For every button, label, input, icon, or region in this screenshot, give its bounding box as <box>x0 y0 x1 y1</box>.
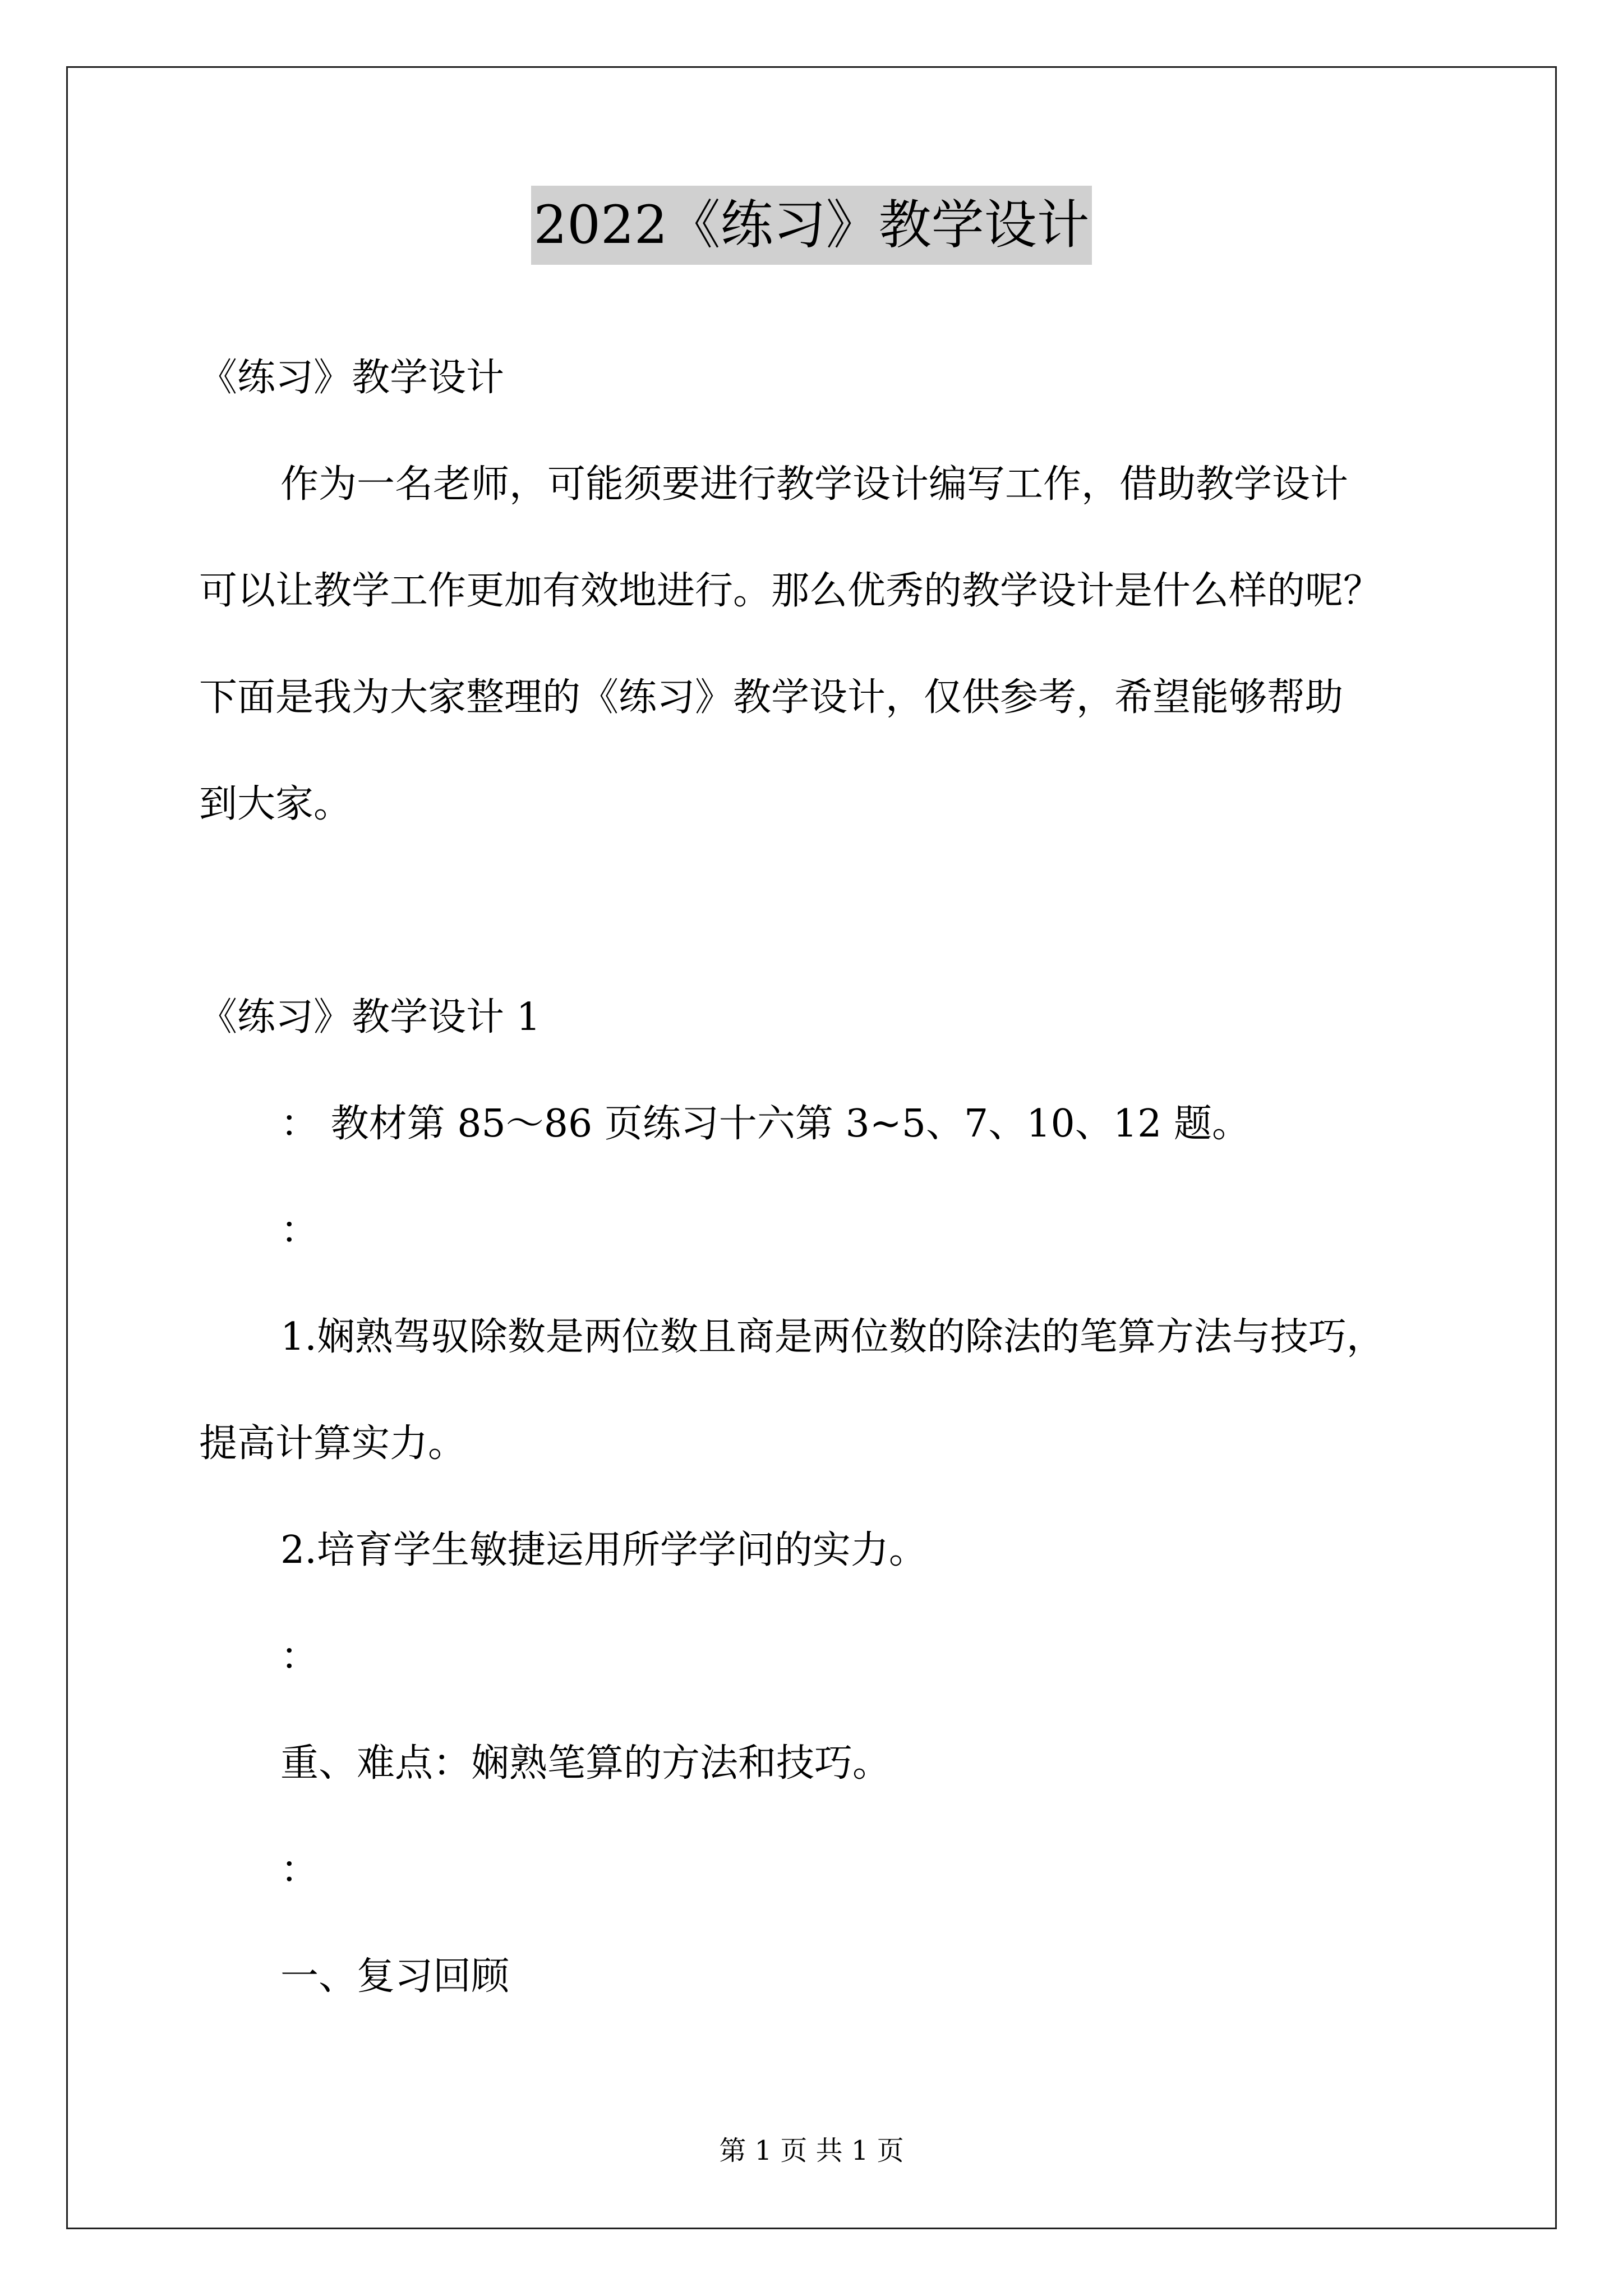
intro-line-4: 到大家。 <box>199 782 352 826</box>
section-heading: 《练习》教学设计 1 <box>199 995 541 1039</box>
body-line-5: 2.培育学生敏捷运用所学学问的实力。 <box>280 1528 927 1572</box>
body-line-2: ： <box>280 1208 319 1253</box>
intro-line-2: 可以让教学工作更加有效地进行。那么优秀的教学设计是什么样的呢？ <box>199 569 1382 613</box>
intro-line-1: 作为一名老师，可能须要进行教学设计编写工作，借助教学设计 <box>280 462 1349 507</box>
body-line-3: 1.娴熟驾驭除数是两位数且商是两位数的除法的笔算方法与技巧， <box>280 1315 1385 1359</box>
body-line-9: 一、复习回顾 <box>280 1954 510 1999</box>
intro-line-3: 下面是我为大家整理的《练习》教学设计，仅供参考，希望能够帮助 <box>199 675 1344 720</box>
body-line-6: ： <box>280 1635 319 1679</box>
document-subtitle: 《练习》教学设计 <box>199 356 505 400</box>
document-title-text: 2022《练习》教学设计 <box>531 186 1091 265</box>
body-line-4: 提高计算实力。 <box>199 1421 467 1466</box>
body-line-1: ： 教材第 85～86 页练习十六第 3~5、7、10、12 题。 <box>280 1102 1250 1146</box>
document-title <box>0 195 1623 256</box>
page-footer: 第 1 页 共 1 页 <box>719 2135 904 2166</box>
body-line-8: ： <box>280 1848 319 1892</box>
body-line-7: 重、难点：娴熟笔算的方法和技巧。 <box>280 1741 891 1786</box>
